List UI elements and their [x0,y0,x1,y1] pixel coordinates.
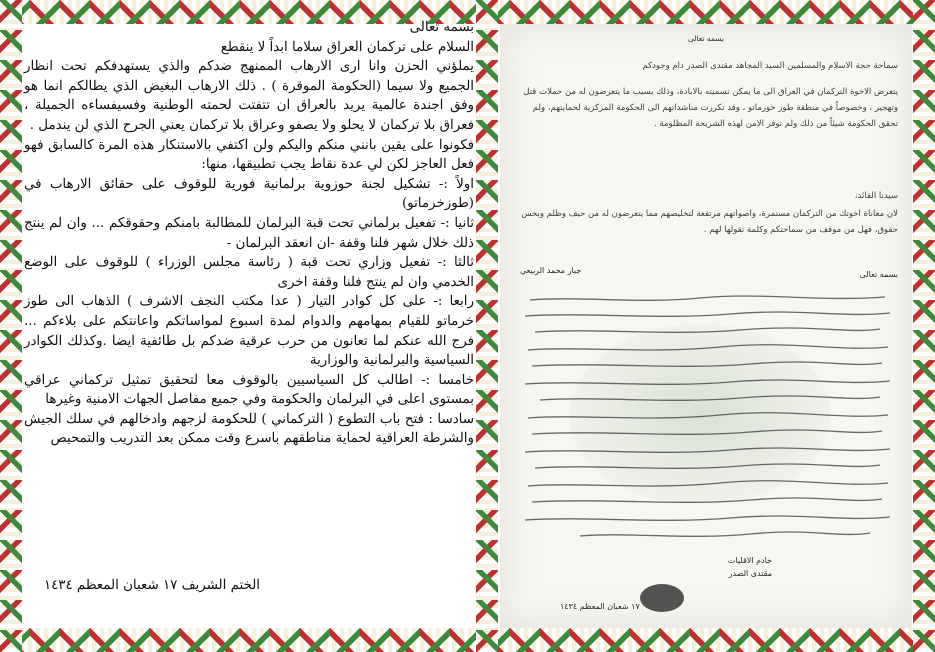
greeting: السلام على تركمان العراق سلاما ابداً لا ينقطع [220,39,474,55]
letter-date: الختم الشريف ١٧ شعبان المعظم ١٤٣٤ [43,578,260,593]
scan-heading: بسمه تعالى [687,34,725,43]
point-5: خامسا :- اطالب كل السياسيين بالوقوف معا لتحقيق تمثيل تركماني عراقي بمستوى اعلى في البرلمان والحكومة وفي جميع مفاصل الجهات الامنية وغيرها [24,372,474,408]
handwritten-reply [520,292,895,542]
typed-letter [24,18,474,628]
scan-signature-title: خادم الاقليات [727,556,772,565]
basmala: بسمه تعالى [409,20,474,35]
right-decorative-border [913,0,935,652]
scan-date: ١٧ شعبان المعظم ١٤٣٤ [560,602,640,611]
scanned-letter [500,24,912,628]
intro-paragraph: يملؤني الحزن وانا ارى الارهاب الممنهج ضدكم والذي يستهدفكم تحت انظار الجميع ولا سيما (الحكومة الموقرة ) . ذلك الارهاب البغيض الذي يطالكم انما هو وفق اجندة عالمية يريد بالعراق ان تتفتت لحمته الوطنية وفسيفساءه الجميلة ، فعراق بلا تركمان لا يحلو ولا يصفو وعراق بلا تركمان يعني الجرح الذي لن يندمل . [24,59,474,133]
scan-signatory: جبار محمد الربيعي [520,266,582,275]
scan-addressee: سماحة حجة الاسلام والمسلمين السيد المجاهد مقتدى الصدر دام وجودكم [642,61,898,71]
point-4: رابعا :- على كل كوادر التيار ( عدا مكتب النجف الاشرف ) الذهاب الى طوز خرماتو للقيام بمهامهم والدوام لمدة اسبوع لمواساتكم واعانتكم على بلاءكم ... فرج الله عنكم لما تعانون من حرب عرقية ضدكم بل طائفية ايضا .وكذلك الكوادر السياسية والبرلمانية والوزارية [24,294,474,369]
point-3: ثالثا :- تفعيل وزاري تحت قبة ( رئاسة مجلس الوزراء ) للوقوف على الوضع الخدمي وان لم ينتج فلنا وقفة اخرى [24,255,474,290]
point-6: سادسا : فتح باب التطوع ( التركماني ) للحكومة لزجهم وادخالهم في سلك الجيش والشرطة العراقية لحماية مناطقهم باسرع وقت ممكن بعد التدريب والتمحيص [24,411,474,447]
scan-paragraph-2: سيدنا القائد، [854,191,898,201]
point-2: ثانيا :- تفعيل برلماني تحت قبة البرلمان للمطالبة بامنكم وحقوقكم ... وان لم ينتج ذلك خلال شهر فلنا وقفة -ان انعقد البرلمان - [24,215,474,251]
second-paragraph: فكونوا على يقين بانني منكم واليكم ولن اكتفي بالاستنكار هذه المرة كالسابق فهو فعل العاجز لكن لي عدة نقاط يجب تطبيقها، منها: [24,137,474,173]
point-1: اولاً :- تشكيل لجنة حوزوية برلمانية فورية للوقوف على حقائق الارهاب في (طوزخرماتو) [24,176,474,212]
scan-paragraph-3: لان معاناة اخوتك من التركمان مستمرة، واصواتهم مرتفعة لتخليصهم مما يتعرضون له من حيف وظلم وبخس حقوق، فهل من موقف من سماحتكم وكلمة تقولها لهم . [521,209,898,235]
scan-signature-name: مقتدى الصدر [728,569,772,578]
left-decorative-border [0,0,22,652]
bottom-decorative-border [0,628,935,652]
official-stamp [640,584,684,612]
scan-signature-block [728,554,772,580]
scan-reply-heading: بسمه تعالى [859,270,898,279]
scan-paragraph-1: يتعرض الاخوة التركمان في العراق الى ما يمكن تسميته بالابادة، وذلك بسبب ما يتعرضون له من حملات قتل وتهجير ، وخصوصاً في منطقة طوز خورماتو ، وقد تكررت مناشداتهم الى الحكومة المركزية لحمايتهم، ولم تحقق الحكومة شيئاً من ذلك ولم توفر الامن لهذه الشريحة المظلومة . [523,87,898,129]
